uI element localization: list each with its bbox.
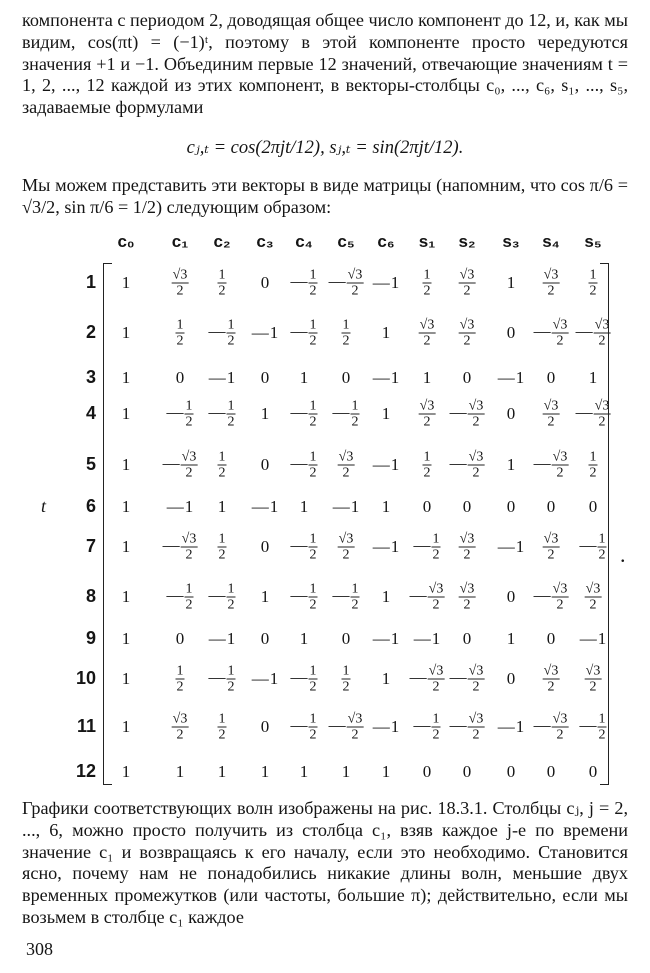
matrix-cell: — $\frac{1}{2}$: [290, 663, 317, 695]
matrix-cell: —1: [251, 497, 279, 516]
column-header: s₂: [458, 232, 476, 251]
matrix-cell: —1: [372, 717, 400, 736]
matrix-cell: $\frac{√3}{2}$: [172, 267, 188, 299]
matrix-cell: —1: [166, 497, 194, 516]
row-label: 1: [85, 272, 96, 292]
matrix-cell: 1: [381, 404, 391, 423]
matrix-cell: $\frac{√3}{2}$: [459, 531, 475, 563]
matrix-cell: — $\frac{√3}{2}$: [533, 711, 568, 743]
matrix-cell: 0: [260, 455, 270, 474]
matrix-cell: $\frac{√3}{2}$: [419, 398, 435, 430]
matrix-cell: 1: [121, 497, 131, 516]
matrix-cell: — $\frac{√3}{2}$: [409, 663, 444, 695]
matrix-cell: 0: [260, 368, 270, 387]
matrix-cell: — $\frac{√3}{2}$: [533, 449, 568, 481]
matrix-cell: 1: [217, 762, 227, 781]
matrix-cell: $\frac{√3}{2}$: [543, 663, 559, 695]
matrix-cell: —1: [497, 717, 525, 736]
matrix-cell: —1: [251, 323, 279, 342]
matrix-cell: $\frac{√3}{2}$: [543, 531, 559, 563]
matrix-cell: 0: [588, 497, 598, 516]
matrix-cell: 1: [121, 537, 131, 556]
matrix-cell: 0: [462, 629, 472, 648]
row-label: 10: [75, 668, 96, 688]
matrix-cell: — $\frac{1}{2}$: [166, 398, 193, 430]
matrix-cell: 0: [341, 629, 351, 648]
matrix-cell: — $\frac{1}{2}$: [166, 581, 193, 613]
matrix-cell: 0: [506, 323, 516, 342]
matrix-cell: 0: [260, 273, 270, 292]
matrix-cell: 1: [121, 762, 131, 781]
paragraph-top: компонента с периодом 2, доводящая общее число компонент до 12, и, как мы видим, cos(πt) = (−1)ᵗ, поэтому в этой компоненте просто чередуются значения +1 и −1. Объединим первые 12 значений, отвечающие значениям t = 1, 2, ..., 12 каждой из этих компонент, в векторы-столбцы c₀, ..., c₆, s₁, ..., s₅, задаваемые формулами: [22, 10, 628, 118]
matrix-cell: $\frac{√3}{2}$: [543, 398, 559, 430]
matrix-cell: 1: [121, 273, 131, 292]
matrix-cell: — $\frac{√3}{2}$: [162, 449, 197, 481]
matrix-cell: 0: [506, 669, 516, 688]
matrix-cell: $\frac{√3}{2}$: [459, 317, 475, 349]
column-header: c₁: [171, 232, 189, 251]
matrix-cell: — $\frac{1}{2}$: [290, 267, 317, 299]
matrix-cell: — $\frac{√3}{2}$: [328, 711, 363, 743]
column-header: c₃: [256, 232, 274, 251]
matrix-cell: —1: [332, 497, 360, 516]
matrix-cell: 1: [121, 323, 131, 342]
row-label: 3: [85, 367, 96, 387]
column-header: c₂: [213, 232, 231, 251]
matrix-cell: — $\frac{1}{2}$: [413, 711, 440, 743]
column-header: s₃: [502, 232, 520, 251]
matrix-cell: —1: [372, 455, 400, 474]
matrix-cell: $\frac{√3}{2}$: [172, 711, 188, 743]
matrix-cell: — $\frac{1}{2}$: [579, 531, 606, 563]
matrix-cell: 0: [546, 368, 556, 387]
matrix-cell: 1: [341, 762, 351, 781]
matrix-cell: — $\frac{√3}{2}$: [162, 531, 197, 563]
matrix-cell: 1: [175, 762, 185, 781]
matrix-cell: — $\frac{1}{2}$: [290, 531, 317, 563]
matrix-cell: — $\frac{√3}{2}$: [328, 267, 363, 299]
matrix-cell: —1: [372, 537, 400, 556]
matrix-cell: $\frac{1}{2}$: [218, 267, 226, 299]
column-header: s₅: [584, 232, 602, 251]
matrix-cell: —1: [497, 368, 525, 387]
matrix-cell: 0: [462, 368, 472, 387]
matrix-cell: 0: [422, 762, 432, 781]
row-label: 5: [85, 454, 96, 474]
matrix-cell: 0: [260, 717, 270, 736]
matrix-cell: $\frac{1}{2}$: [589, 267, 597, 299]
matrix-cell: — $\frac{1}{2}$: [208, 317, 235, 349]
matrix-cell: — $\frac{1}{2}$: [208, 663, 235, 695]
matrix-cell: 1: [299, 368, 309, 387]
matrix-cell: —1: [372, 368, 400, 387]
matrix-cell: $\frac{1}{2}$: [423, 449, 431, 481]
matrix-cell: —1: [372, 629, 400, 648]
matrix-cell: 0: [546, 629, 556, 648]
column-header: c₅: [337, 232, 355, 251]
matrix-cell: 1: [121, 368, 131, 387]
page-number: 308: [26, 939, 53, 959]
matrix-cell: 1: [506, 455, 516, 474]
row-label: 7: [85, 536, 96, 556]
matrix-cell: 1: [588, 368, 598, 387]
matrix-cell: 1: [422, 368, 432, 387]
matrix-cell: 1: [260, 587, 270, 606]
matrix-cell: — $\frac{1}{2}$: [579, 711, 606, 743]
matrix-axis-label: t: [41, 496, 47, 516]
matrix-cell: 0: [341, 368, 351, 387]
matrix-cell: — $\frac{√3}{2}$: [533, 581, 568, 613]
matrix-cell: — $\frac{√3}{2}$: [449, 398, 484, 430]
matrix-cell: — $\frac{1}{2}$: [290, 711, 317, 743]
matrix-cell: 0: [506, 587, 516, 606]
row-label: 11: [76, 716, 96, 736]
matrix-cell: $\frac{1}{2}$: [589, 449, 597, 481]
column-header: s₄: [542, 232, 560, 251]
matrix-cell: $\frac{1}{2}$: [176, 663, 184, 695]
column-header: s₁: [418, 232, 436, 251]
matrix-cell: —1: [497, 537, 525, 556]
matrix-cell: — $\frac{1}{2}$: [332, 581, 359, 613]
row-label: 9: [85, 628, 96, 648]
matrix-cell: —1: [579, 629, 607, 648]
matrix-cell: — $\frac{1}{2}$: [208, 398, 235, 430]
matrix-cell: $\frac{√3}{2}$: [543, 267, 559, 299]
matrix-cell: — $\frac{√3}{2}$: [575, 398, 610, 430]
row-label: 12: [75, 761, 96, 781]
matrix-cell: $\frac{1}{2}$: [342, 663, 350, 695]
matrix-cell: — $\frac{√3}{2}$: [575, 317, 610, 349]
matrix-cell: $\frac{1}{2}$: [342, 317, 350, 349]
matrix-cell: 1: [299, 762, 309, 781]
matrix-cell: 1: [121, 404, 131, 423]
matrix-cell: 1: [260, 404, 270, 423]
matrix-cell: 1: [299, 497, 309, 516]
matrix-cell: $\frac{1}{2}$: [218, 531, 226, 563]
matrix-cell: 0: [260, 537, 270, 556]
matrix-cell: 0: [462, 497, 472, 516]
matrix-cell: 0: [462, 762, 472, 781]
matrix-cell: $\frac{√3}{2}$: [419, 317, 435, 349]
matrix-cell: — $\frac{1}{2}$: [413, 531, 440, 563]
matrix-cell: 1: [121, 669, 131, 688]
matrix-cell: 0: [175, 368, 185, 387]
matrix-cell: 1: [217, 497, 227, 516]
matrix-cell: 0: [422, 497, 432, 516]
matrix-cell: 0: [506, 497, 516, 516]
matrix-cell: 1: [381, 323, 391, 342]
matrix-cell: 1: [381, 497, 391, 516]
matrix-cell: $\frac{1}{2}$: [218, 449, 226, 481]
matrix-cell: —1: [413, 629, 441, 648]
matrix-cell: 1: [381, 669, 391, 688]
matrix-cell: — $\frac{√3}{2}$: [449, 449, 484, 481]
matrix-cell: $\frac{√3}{2}$: [459, 581, 475, 613]
column-header: c₄: [295, 232, 313, 251]
matrix-cell: — $\frac{√3}{2}$: [409, 581, 444, 613]
matrix-cell: 0: [260, 629, 270, 648]
column-header: c₀: [117, 232, 135, 251]
matrix-cell: $\frac{√3}{2}$: [338, 531, 354, 563]
matrix-cell: 1: [506, 629, 516, 648]
matrix-cell: 1: [381, 587, 391, 606]
matrix-cell: $\frac{√3}{2}$: [585, 663, 601, 695]
matrix-cell: — $\frac{1}{2}$: [208, 581, 235, 613]
paragraph-middle: Мы можем представить эти векторы в виде матрицы (напомним, что cos π/6 = √3/2, sin π/6 = 1/2) следующим образом:: [22, 175, 628, 217]
matrix-cell: $\frac{1}{2}$: [176, 317, 184, 349]
matrix-cell: —1: [251, 669, 279, 688]
matrix-cell: 1: [506, 273, 516, 292]
matrix-cell: — $\frac{1}{2}$: [290, 398, 317, 430]
row-label: 4: [85, 403, 96, 423]
matrix-trailing-period: .: [620, 542, 626, 567]
matrix-cell: — $\frac{√3}{2}$: [533, 317, 568, 349]
row-label: 2: [85, 322, 96, 342]
matrix-cell: 0: [546, 762, 556, 781]
matrix-cell: 1: [121, 455, 131, 474]
matrix-cell: 0: [588, 762, 598, 781]
matrix-cell: 0: [506, 404, 516, 423]
matrix-left-bracket: [103, 263, 112, 785]
matrix-cell: —1: [372, 273, 400, 292]
matrix-cell: — $\frac{1}{2}$: [290, 449, 317, 481]
matrix-cell: 1: [121, 629, 131, 648]
matrix-cell: $\frac{√3}{2}$: [585, 581, 601, 613]
matrix-cell: 1: [121, 587, 131, 606]
matrix-cell: 0: [506, 762, 516, 781]
matrix-cell: $\frac{√3}{2}$: [459, 267, 475, 299]
matrix-cell: 1: [381, 762, 391, 781]
matrix-cell: —1: [208, 629, 236, 648]
row-label: 6: [85, 496, 96, 516]
matrix-cell: $\frac{√3}{2}$: [338, 449, 354, 481]
matrix-cell: $\frac{1}{2}$: [423, 267, 431, 299]
formula: cⱼ,ₜ = cos(2πjt/12), sⱼ,ₜ = sin(2πjt/12).: [186, 138, 464, 158]
matrix-cell: — $\frac{1}{2}$: [332, 398, 359, 430]
matrix-cell: — $\frac{1}{2}$: [290, 317, 317, 349]
paragraph-bottom: Графики соответствующих волн изображены на рис. 18.3.1. Столбцы cⱼ, j = 2, ..., 6, можно просто получить из столбца c₁, взяв каждое j-е по времени значение c₁ и возвращаясь к его началу, если это необходимо. Становится ясно, почему нам не понадобились никакие длины волн, меньшие двух временных промежутков (или частоты, большие π); действительно, если мы возьмем в столбце c₁ каждое: [22, 798, 628, 927]
matrix-cell: 1: [299, 629, 309, 648]
matrix-cell: —1: [208, 368, 236, 387]
column-header: c₆: [377, 232, 395, 251]
row-label: 8: [85, 586, 96, 606]
matrix-cell: $\frac{1}{2}$: [218, 711, 226, 743]
matrix-cell: 0: [175, 629, 185, 648]
matrix-cell: — $\frac{√3}{2}$: [449, 663, 484, 695]
matrix-cell: 1: [121, 717, 131, 736]
matrix-cell: 0: [546, 497, 556, 516]
matrix-cell: — $\frac{1}{2}$: [290, 581, 317, 613]
matrix-cell: 1: [260, 762, 270, 781]
matrix-cell: — $\frac{√3}{2}$: [449, 711, 484, 743]
